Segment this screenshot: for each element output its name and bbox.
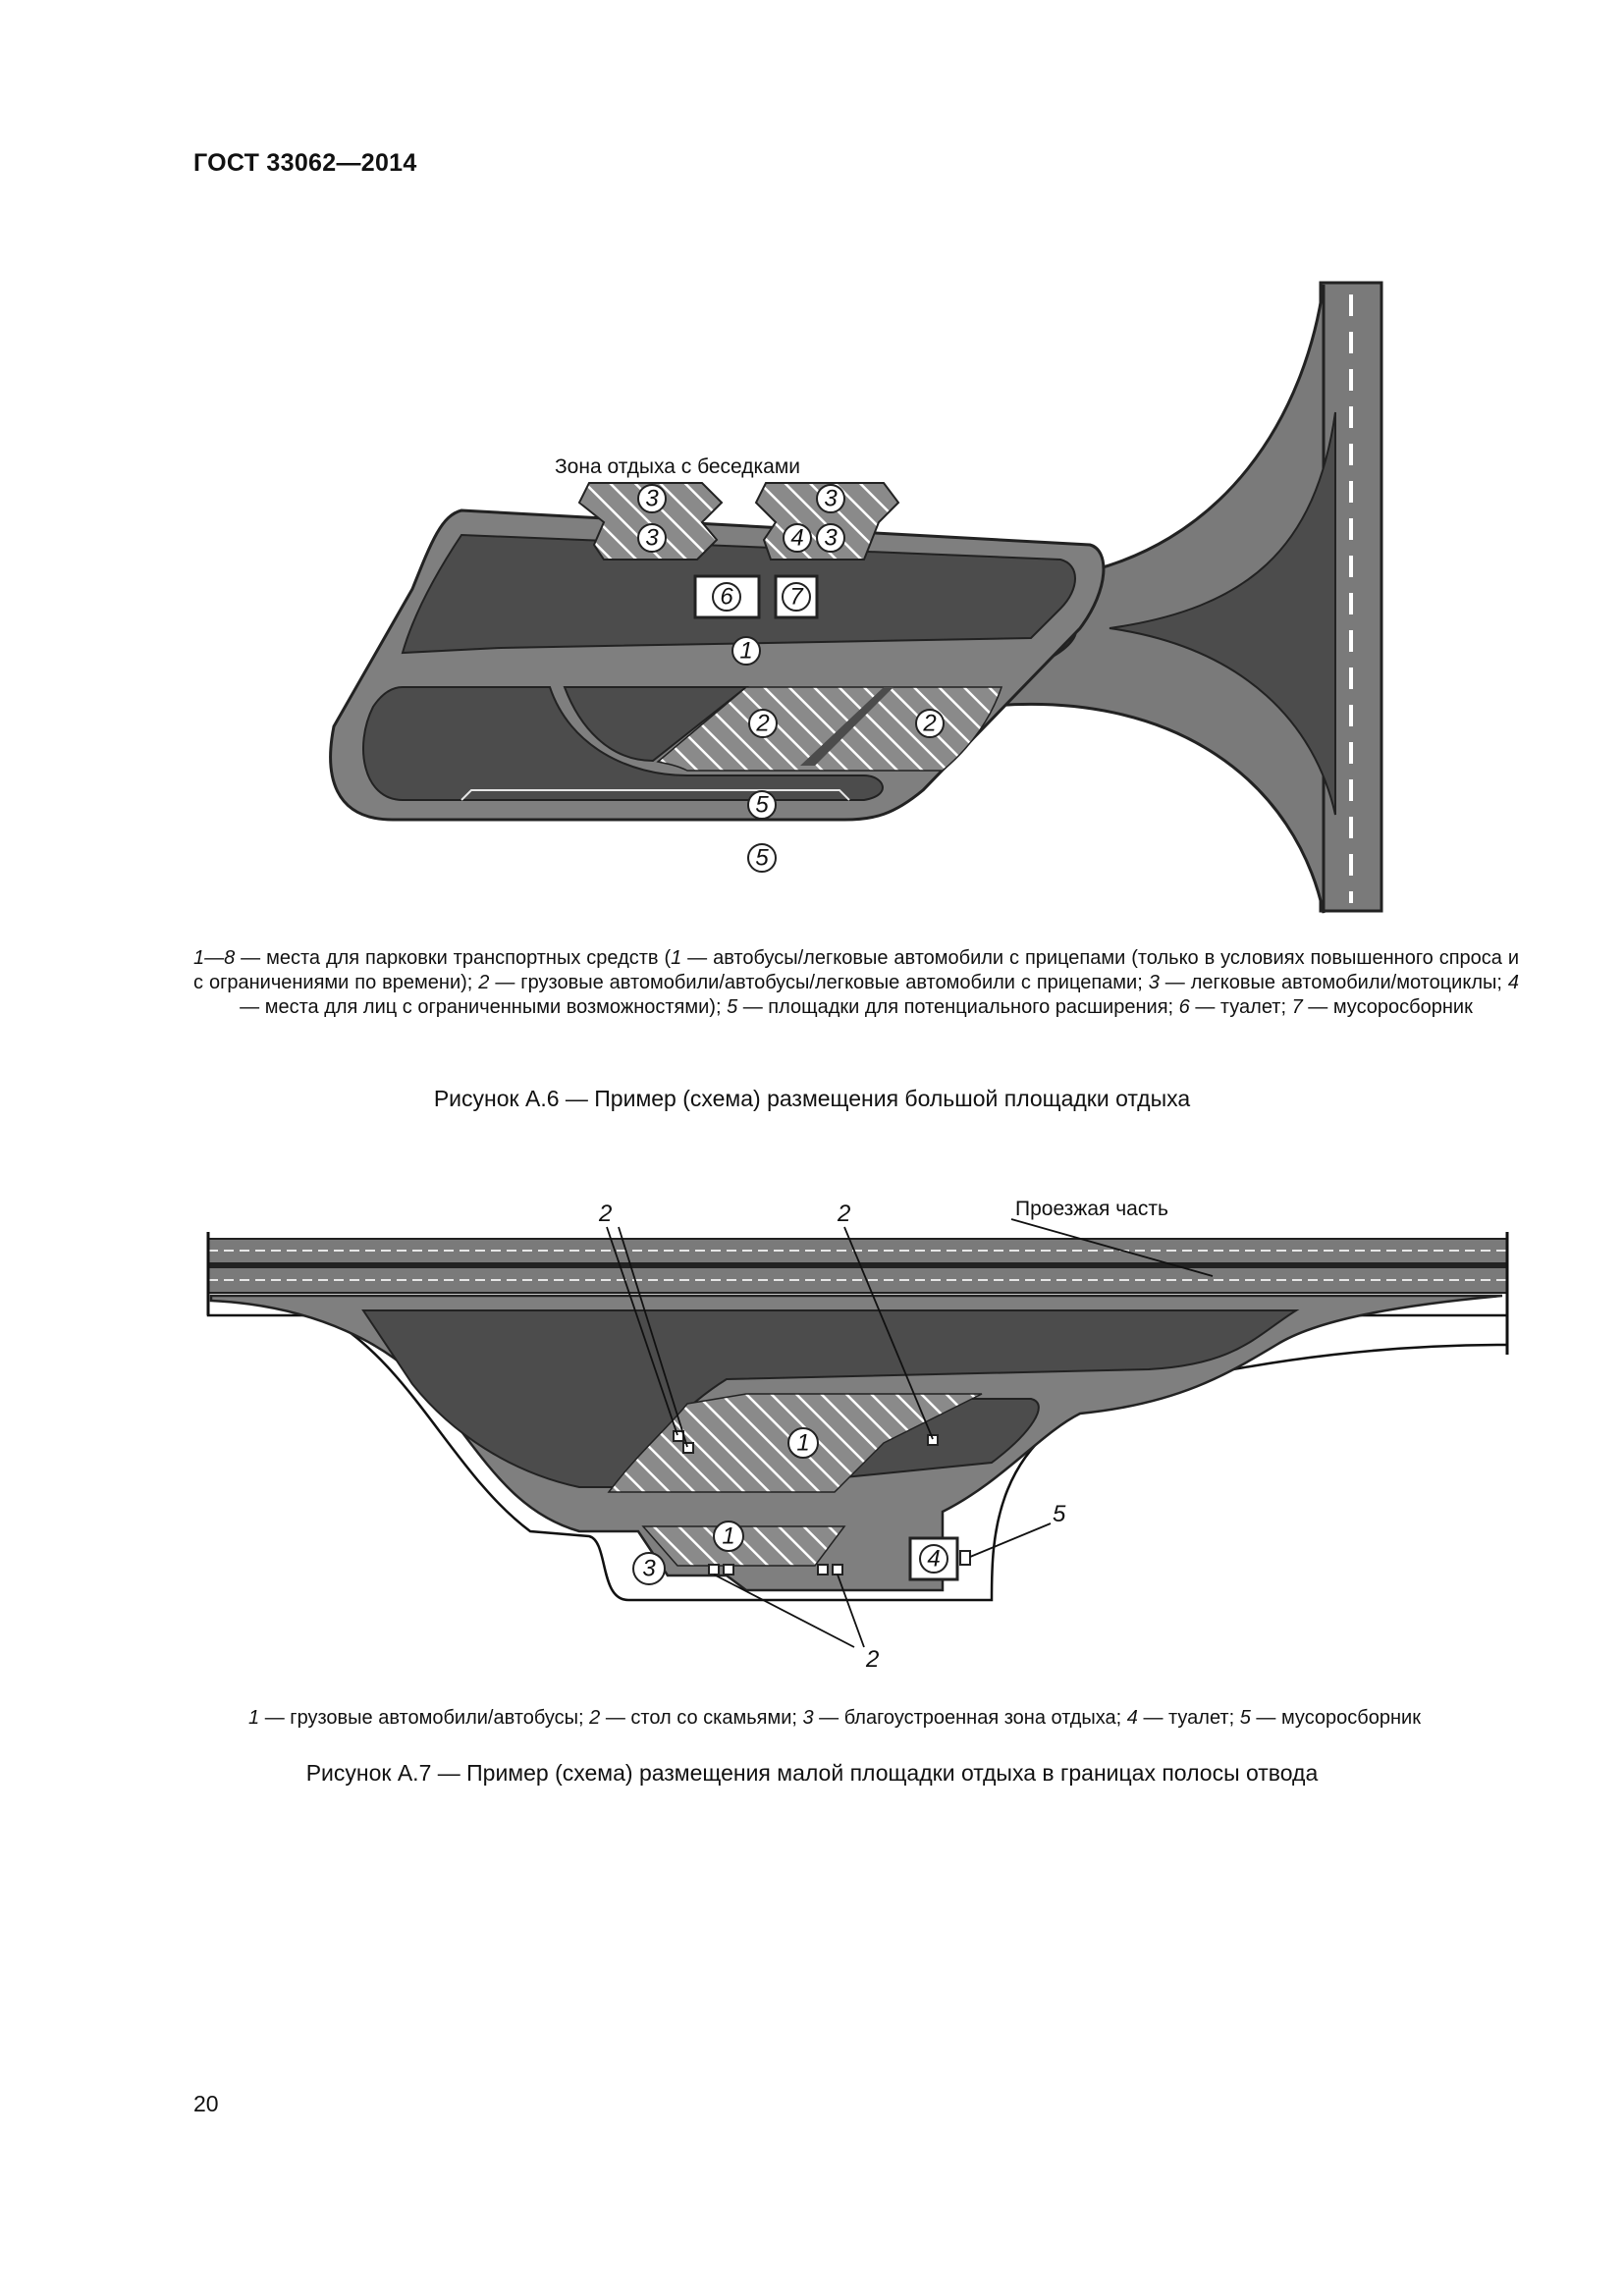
svg-text:3: 3 bbox=[645, 485, 659, 512]
svg-text:2: 2 bbox=[756, 710, 770, 737]
svg-text:5: 5 bbox=[755, 844, 769, 872]
svg-text:4: 4 bbox=[790, 524, 804, 552]
document-code: ГОСТ 33062—2014 bbox=[193, 149, 417, 177]
svg-text:7: 7 bbox=[789, 583, 803, 611]
svg-text:5: 5 bbox=[755, 791, 769, 819]
marker-4-a7 bbox=[920, 1545, 947, 1573]
figure-a7-caption: Рисунок А.7 — Пример (схема) размещения малой площадки отдыха в границах полосы отвода bbox=[305, 1760, 1319, 1786]
figure-a6-legend: 1—8 — места для парковки транспортных средств (1 — автобусы/легковые автомобили с прицепами (только в условиях повышенного спроса и с ограничениями по времени); 2 — грузовые автомобили/автобусы/легковые автомобили с прицепами; 3 — легковые автомобили/мотоциклы; 4 — места для лиц с ограниченными возможностями); 5 — площадки для потенциального расширения; 6 — туалет; 7 — мусоросборник bbox=[193, 947, 1520, 1018]
svg-text:3: 3 bbox=[642, 1555, 656, 1582]
svg-text:3: 3 bbox=[824, 524, 838, 552]
marker-1-a7-a bbox=[788, 1428, 818, 1458]
zone-label: Зона отдыха с беседками bbox=[555, 455, 801, 478]
svg-text:4: 4 bbox=[927, 1545, 941, 1573]
label-2-c: 2 bbox=[866, 1646, 880, 1673]
figure-a7-legend: 1 — грузовые автомобили/автобусы; 2 — стол со скамьями; 3 — благоустроенная зона отдыха; 4 — туалет; 5 — мусоросборник bbox=[248, 1707, 1421, 1729]
label-2-b: 2 bbox=[838, 1201, 851, 1227]
svg-text:3: 3 bbox=[645, 524, 659, 552]
roadway-label: Проезжая часть bbox=[1015, 1198, 1168, 1220]
svg-text:2: 2 bbox=[923, 710, 937, 737]
figure-a6-caption: Рисунок А.6 — Пример (схема) размещения большой площадки отдыха bbox=[433, 1086, 1191, 1111]
marker-3-a7 bbox=[633, 1553, 665, 1584]
page-number: 20 bbox=[193, 2091, 219, 2116]
label-5: 5 bbox=[1053, 1501, 1066, 1527]
marker-1-a7-b bbox=[714, 1522, 743, 1551]
svg-text:6: 6 bbox=[720, 583, 733, 611]
svg-text:3: 3 bbox=[824, 485, 838, 512]
waste-box-a7 bbox=[960, 1551, 970, 1565]
svg-text:1: 1 bbox=[739, 637, 753, 665]
svg-text:1: 1 bbox=[722, 1522, 735, 1550]
label-2-a: 2 bbox=[599, 1201, 613, 1227]
svg-text:1: 1 bbox=[796, 1429, 810, 1457]
